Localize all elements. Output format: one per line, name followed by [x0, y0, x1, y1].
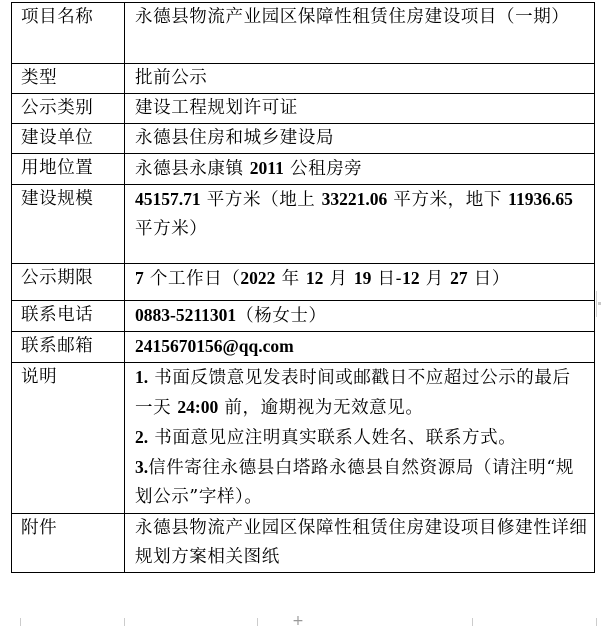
note-1-number: 1. [135, 367, 149, 387]
project-name-label: 项目名称 [12, 3, 125, 64]
location-label: 用地位置 [12, 154, 125, 185]
period-label: 公示期限 [12, 264, 125, 301]
scale-total: 45157.71 [135, 189, 201, 209]
period-text-4: 日- [377, 269, 403, 289]
period-days: 7 [135, 268, 144, 288]
location-value [125, 154, 595, 185]
notes-value [125, 363, 595, 514]
publicity-table [11, 2, 595, 573]
period-text-6: 日） [473, 269, 510, 289]
period-day-end: 27 [450, 268, 468, 288]
phone-value [125, 301, 595, 332]
type-value: 批前公示 [125, 64, 595, 94]
period-month-end: 12 [402, 268, 420, 288]
table-row [12, 332, 595, 363]
table-edge-marker [598, 302, 601, 305]
note-1-time: 24:00 [177, 397, 219, 417]
builder-label: 建设单位 [12, 124, 125, 154]
scale-unit-3: 平方米） [135, 219, 208, 239]
note-3-text: 信件寄往永德县白塔路永德县自然资源局（请注明“规划公示”字样）。 [135, 458, 574, 507]
notes-label: 说明 [12, 363, 125, 514]
table-row [12, 185, 595, 264]
attachment-value: 永德县物流产业园区保障性租赁住房建设项目修建性详细规划方案相关图纸 [125, 514, 595, 573]
note-2-number: 2. [135, 427, 149, 447]
period-text-2: 年 [281, 269, 300, 289]
table-row [12, 363, 595, 514]
period-text-3: 月 [329, 269, 348, 289]
location-prefix: 永德县永康镇 [135, 159, 244, 179]
period-year: 2022 [240, 268, 276, 288]
email-address: 2415670156@qq.com [135, 336, 294, 356]
attachment-label: 附件 [12, 514, 125, 573]
note-1-text-b: 前，逾期视为无效意见。 [224, 398, 424, 418]
phone-label: 联系电话 [12, 301, 125, 332]
phone-number: 0883-5211301 [135, 305, 237, 325]
table-row [12, 124, 595, 154]
scale-below: 11936.65 [508, 189, 573, 209]
period-month-start: 12 [305, 268, 324, 288]
scale-label: 建设规模 [12, 185, 125, 264]
builder-value: 永德县住房和城乡建设局 [125, 124, 595, 154]
scale-unit-2: 平方米，地下 [393, 190, 502, 210]
table-row [12, 64, 595, 94]
scale-above: 33221.06 [321, 189, 388, 209]
table-row [12, 301, 595, 332]
ruler-tick [596, 618, 597, 626]
location-suffix: 公租房旁 [290, 159, 363, 179]
table-row [12, 3, 595, 64]
scale-value [125, 185, 595, 264]
phone-contact: （杨女士） [236, 306, 327, 326]
ruler-tick [472, 618, 473, 626]
period-text-1: 个工作日（ [149, 269, 241, 289]
scale-unit-1: 平方米（地上 [206, 190, 316, 210]
note-2-text: 书面意见应注明真实联系人姓名、联系方式。 [154, 428, 517, 448]
table-row [12, 154, 595, 185]
location-number: 2011 [249, 158, 284, 178]
category-value: 建设工程规划许可证 [125, 94, 595, 124]
period-value [125, 264, 595, 301]
period-text-5: 月 [425, 269, 444, 289]
ruler-tick [20, 618, 21, 626]
category-label: 公示类别 [12, 94, 125, 124]
ruler-tick [257, 618, 258, 626]
email-value [125, 332, 595, 363]
project-name-value: 永德县物流产业园区保障性租赁住房建设项目（一期） [125, 3, 595, 64]
email-label: 联系邮箱 [12, 332, 125, 363]
table-row [12, 94, 595, 124]
type-label: 类型 [12, 64, 125, 94]
note-1-text-a: 书面反馈意见发表时间或邮戳日不应超过公示的最后一天 [135, 368, 571, 418]
period-day-start: 19 [353, 268, 372, 288]
table-row [12, 514, 595, 573]
add-row-plus-icon[interactable]: + [292, 613, 304, 629]
note-3-number: 3. [135, 457, 149, 477]
ruler-tick [124, 618, 125, 626]
table-row [12, 264, 595, 301]
